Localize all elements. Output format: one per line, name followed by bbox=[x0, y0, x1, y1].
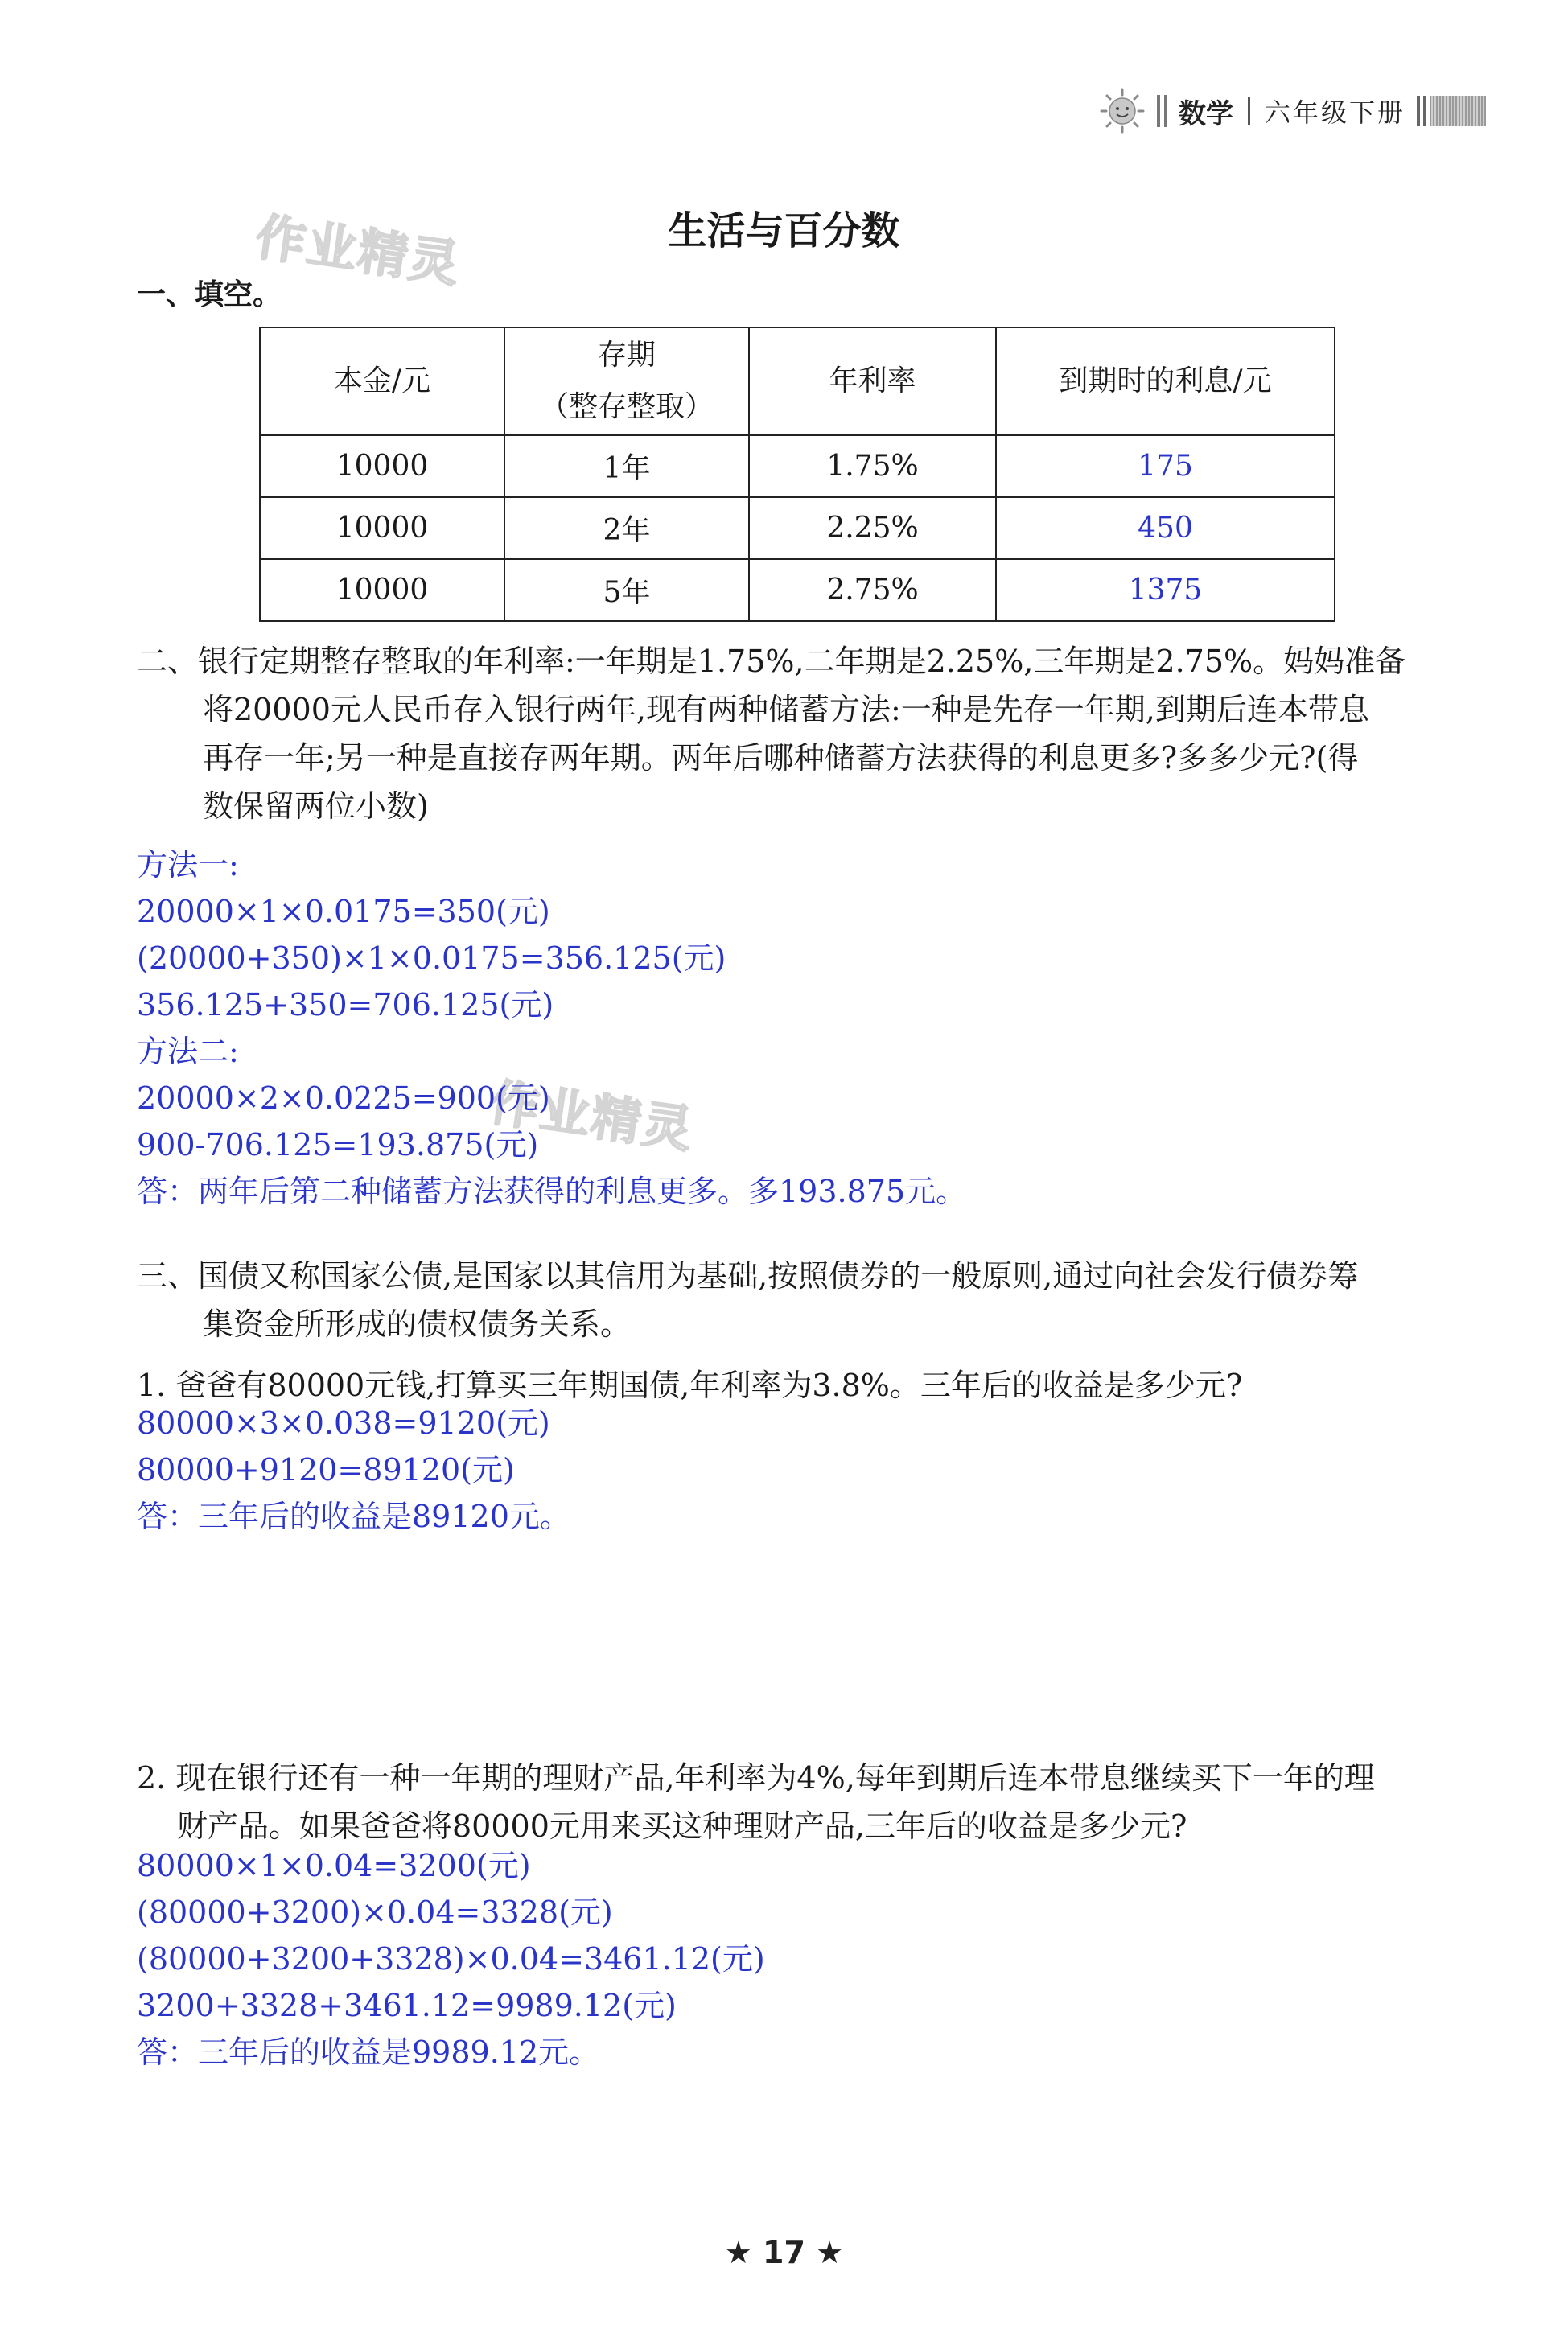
answer-line: 答：三年后的收益是9989.12元。 bbox=[137, 2035, 600, 2070]
table-answer-cell: 450 bbox=[996, 497, 1335, 559]
table-cell: 2.75% bbox=[749, 559, 996, 621]
table-cell: 1年 bbox=[504, 435, 749, 497]
table-row bbox=[260, 559, 1335, 621]
answer-line: 3200+3328+3461.12=9989.12(元) bbox=[137, 1988, 677, 2023]
answer-line: (80000+3200)×0.04=3328(元) bbox=[137, 1895, 613, 1930]
question-line: 三、国债又称国家公债,是国家以其信用为基础,按照债券的一般原则,通过向社会发行债券筹 bbox=[137, 1258, 1359, 1294]
question-line: 财产品。如果爸爸将80000元用来买这种理财产品,三年后的收益是多少元? bbox=[177, 1808, 1187, 1844]
section2-question bbox=[137, 637, 1464, 830]
q1-answer bbox=[137, 1400, 570, 1540]
table-cell: 2年 bbox=[504, 497, 749, 559]
table-cell: 10000 bbox=[260, 559, 504, 621]
page-number bbox=[0, 2235, 1568, 2270]
table-header: 本金/元 bbox=[260, 327, 504, 435]
table-header bbox=[504, 327, 749, 435]
q2-answer bbox=[137, 1842, 765, 2076]
table-header-row bbox=[260, 327, 1335, 435]
table-row bbox=[260, 435, 1335, 497]
page-title: 生活与百分数 bbox=[668, 208, 900, 253]
q1-question: 1. 爸爸有80000元钱,打算买三年期国债,年利率为3.8%。三年后的收益是多少元? bbox=[137, 1368, 1243, 1403]
question-line: 二、银行定期整存整取的年利率:一年期是1.75%,二年期是2.25%,三年期是2.75%。妈妈准备 bbox=[137, 644, 1406, 679]
watermark: 作业精灵 bbox=[252, 207, 465, 294]
header-divider bbox=[1248, 97, 1250, 125]
table-cell: 10000 bbox=[260, 435, 504, 497]
section1-heading: 一、填空。 bbox=[137, 278, 282, 311]
table-cell: 1.75% bbox=[749, 435, 996, 497]
answer-line: 80000+9120=89120(元) bbox=[137, 1452, 515, 1487]
watermark: 作业精灵 bbox=[485, 1072, 698, 1160]
table-header-line: 存期 bbox=[597, 339, 656, 372]
question-line: 集资金所形成的债权债务关系。 bbox=[203, 1306, 632, 1342]
page-number-value: 17 bbox=[763, 2235, 805, 2270]
table-cell: 10000 bbox=[260, 497, 504, 559]
answer-line: 20000×1×0.0175=350(元) bbox=[137, 894, 550, 929]
answer-line: (20000+350)×1×0.0175=356.125(元) bbox=[137, 940, 726, 976]
table-answer-cell: 175 bbox=[996, 435, 1335, 497]
answer-line: 方法一: bbox=[137, 847, 239, 883]
header-bars bbox=[1157, 95, 1167, 127]
header-subject: 数学 bbox=[1179, 97, 1233, 130]
answer-line: 20000×2×0.0225=900(元) bbox=[137, 1080, 550, 1116]
header-grade: 六年级下册 bbox=[1265, 97, 1406, 128]
question-line: 将20000元人民币存入银行两年,现有两种储蓄方法:一种是先存一年期,到期后连本带息 bbox=[203, 692, 1369, 727]
interest-table bbox=[259, 327, 1335, 622]
section2-answer bbox=[137, 841, 966, 1215]
header-tail-bars bbox=[1417, 96, 1486, 126]
section3-intro bbox=[137, 1252, 1464, 1348]
answer-line: 答：两年后第二种储蓄方法获得的利息更多。多193.875元。 bbox=[137, 1174, 967, 1209]
star-icon: ★ bbox=[805, 2235, 844, 2270]
q2-question bbox=[137, 1754, 1464, 1850]
table-header: 年利率 bbox=[749, 327, 996, 435]
answer-line: 方法二: bbox=[137, 1034, 239, 1069]
table-row bbox=[260, 497, 1335, 559]
answer-line: 900-706.125=193.875(元) bbox=[137, 1127, 539, 1162]
answer-line: 答：三年后的收益是89120元。 bbox=[137, 1499, 570, 1534]
table-header: 到期时的利息/元 bbox=[996, 327, 1335, 435]
question-line: 2. 现在银行还有一种一年期的理财产品,年利率为4%,每年到期后连本带息继续买下一年的理 bbox=[137, 1760, 1375, 1796]
answer-line: (80000+3200+3328)×0.04=3461.12(元) bbox=[137, 1941, 765, 1977]
question-line: 数保留两位小数) bbox=[203, 788, 429, 824]
table-header-line: （整存整取） bbox=[539, 390, 714, 423]
page-header bbox=[1094, 87, 1486, 135]
answer-line: 356.125+350=706.125(元) bbox=[137, 987, 554, 1022]
star-icon: ★ bbox=[724, 2235, 763, 2270]
table-cell: 5年 bbox=[504, 559, 749, 621]
table-answer-cell: 1375 bbox=[996, 559, 1335, 621]
answer-line: 80000×3×0.038=9120(元) bbox=[137, 1405, 550, 1441]
table-cell: 2.25% bbox=[749, 497, 996, 559]
sun-logo-icon bbox=[1094, 87, 1150, 135]
answer-line: 80000×1×0.04=3200(元) bbox=[137, 1848, 531, 1883]
question-line: 再存一年;另一种是直接存两年期。两年后哪种储蓄方法获得的利息更多?多多少元?(得 bbox=[203, 740, 1359, 776]
